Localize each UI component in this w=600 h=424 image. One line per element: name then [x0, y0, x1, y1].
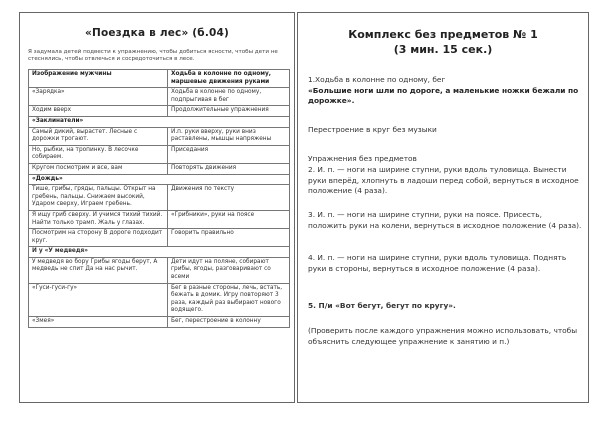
- table-cell-action: Приседания: [168, 145, 290, 163]
- table-section-cell: «Дождь»: [29, 174, 290, 185]
- table-cell-action: Дети идут на поляне, собирают грибы, ягоды, разговаривают со всеми: [168, 257, 290, 283]
- exercise-4: 4. И. п. — ноги на ширине ступни, руки вдоль туловища. Поднять руки в стороны, вернуться в исходное положение (4 раза).: [308, 253, 567, 273]
- table-cell-text: Самый дикий, вырастет. Лесные с дорожки трогают.: [29, 127, 168, 145]
- table-row: [29, 127, 290, 145]
- table-cell-action: Повторять движения: [168, 163, 290, 174]
- table-cell-action: Бег, перестроение в колонну: [168, 317, 290, 328]
- table-cell-action: Говорить правильно: [168, 229, 290, 247]
- table-row: [29, 116, 290, 127]
- right-title-line1: Комплекс без предметов № 1: [348, 28, 538, 41]
- table-row: [29, 257, 290, 283]
- table-cell-text: Ходим вверх: [29, 106, 168, 117]
- right-page: [297, 12, 589, 403]
- table-row: [29, 174, 290, 185]
- table-row: [29, 247, 290, 258]
- left-title: «Поездка в лес» (б.04): [84, 27, 230, 39]
- table-header-cell: Ходьба в колонне по одному, маршевые движения руками: [168, 70, 290, 88]
- table-cell-action: «Грибники», руки на поясе: [168, 210, 290, 228]
- right-title-line2: (3 мин. 15 сек.): [393, 43, 493, 56]
- paragraph-walk-a: 1.Ходьба в колонне по одному, бег: [308, 75, 446, 84]
- table-section-cell: «Заклинатели»: [29, 116, 290, 127]
- table-cell-action: Бег в разные стороны, лечь, встать, бежать в домик. Игру повторяют 3 раза, каждый раз выбирают нового водящего.: [168, 283, 290, 316]
- table-cell-text: Я ищу гриб сверху. И учимся тихий тихий. Найти только трамп. Жаль у глазах.: [29, 210, 168, 228]
- table-row: [29, 317, 290, 328]
- table-row: [29, 145, 290, 163]
- table-cell-action: Движения по тексту: [168, 185, 290, 211]
- left-intro: Я задумала детей подвести к упражнению, чтобы добиться ясности, чтобы дети не стеснялись, чтобы отвлечься и сосредоточиться в лесе.: [28, 49, 278, 62]
- table-header-row: [29, 70, 290, 88]
- exercise-5: 5. П/и «Вот бегут, бегут по кругу».: [308, 301, 456, 310]
- exercise-2: 2. И. п. — ноги на ширине ступни, руки вдоль туловища. Вынести руки вперёд, хлопнуть в ладоши перед собой, вернуться в исходное положение (4 раза).: [308, 165, 579, 195]
- table-row: [29, 229, 290, 247]
- table-section-cell: И у «У медведя»: [29, 247, 290, 258]
- table-row: [29, 88, 290, 106]
- closing-note: (Проверить после каждого упражнения можно использовать, чтобы объяснить следующее упражнение к занятию и п.): [308, 326, 578, 346]
- table-cell-text: «Зарядка»: [29, 88, 168, 106]
- table-cell-action: Ходьба в колонне по одному, подпрыгивая в бег: [168, 88, 290, 106]
- paragraph-walk-b: «Большие ноги шли по дороге, а маленькие ножки бежали по дорожке».: [308, 85, 579, 105]
- table-cell-action: Продолжительные упражнения: [168, 106, 290, 117]
- exercise-3: 3. И. п. — ноги на ширине ступни, руки на поясе. Присесть, положить руки на колени, вернуться в исходное положение (4 раза).: [308, 210, 582, 230]
- table-row: [29, 185, 290, 211]
- table-row: [29, 163, 290, 174]
- table-cell-text: Посмотрим на сторону В дороге подходит круг.: [29, 229, 168, 247]
- table-row: [29, 106, 290, 117]
- exercise-table: [28, 69, 290, 328]
- table-cell-text: Кругом посмотрим и все, вам: [29, 163, 168, 174]
- table-cell-text: Тише, грибы, гряды, пальцы. Открыт на гребень, пальцы. Снижаем высокий, Ударом сверху, Играем гребень.: [29, 185, 168, 211]
- paragraph-exercises: Упражнения без предметов: [308, 154, 417, 163]
- table-cell-text: Но, рыбки, на тропинку. В лесочке собираем.: [29, 145, 168, 163]
- table-cell-text: «Змея»: [29, 317, 168, 328]
- table-row: [29, 283, 290, 316]
- table-cell-text: «Гуси-гуси-гу»: [29, 283, 168, 316]
- table-header-cell: Изображение мужчины: [29, 70, 168, 88]
- paragraph-circle: Перестроение в круг без музыки: [308, 125, 437, 134]
- table-cell-text: У медведя во бору Грибы ягоды берут, А медведь не спит Да на нас рычит.: [29, 257, 168, 283]
- paragraph-walk: [308, 75, 582, 107]
- left-page: [19, 12, 295, 403]
- table-row: [29, 210, 290, 228]
- table-cell-action: И.п. руки вверху, руки вниз раставлены, мышцы напряжены: [168, 127, 290, 145]
